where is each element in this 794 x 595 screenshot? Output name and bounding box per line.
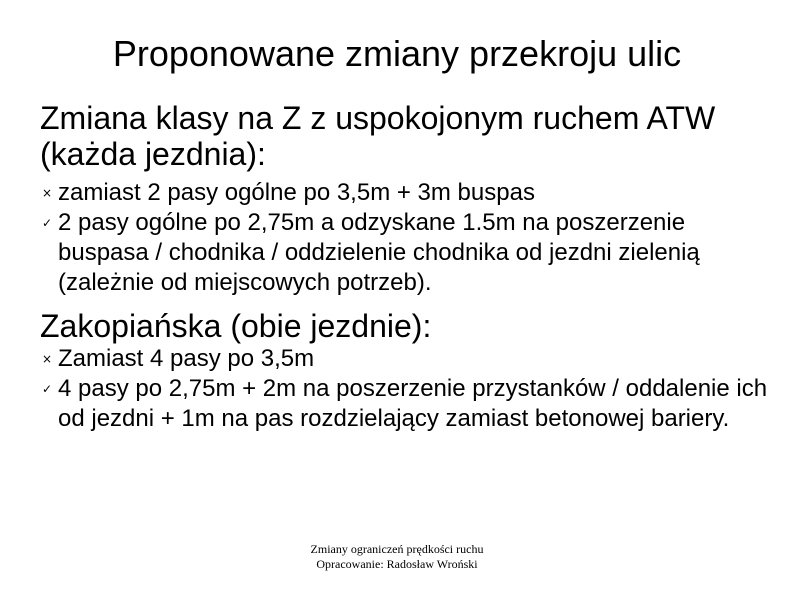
list-item (40, 178, 780, 208)
footer (0, 542, 794, 572)
list-item-text: zamiast 2 pasy ogólne po 3,5m + 3m buspas (58, 179, 535, 206)
list-item-text: Zamiast 4 pasy po 3,5m (58, 345, 315, 372)
section-heading-class-change: Zmiana klasy na Z z uspokojonym ruchem ATW (każda jezdnia): (40, 100, 716, 172)
footer-subject: Zmiany ograniczeń prędkości ruchu (310, 542, 484, 556)
list-item (40, 208, 780, 298)
cross-icon: × (41, 186, 53, 200)
section-heading-zakopianska: Zakopiańska (obie jezdnie): (40, 308, 432, 344)
cross-icon: × (41, 352, 53, 366)
list-item (40, 374, 780, 434)
list-item-text: 4 pasy po 2,75m + 2m na poszerzenie przystanków / oddalenie ich od jezdni + 1m na pas rozdzielający zamiast betonowej bariery. (58, 375, 768, 432)
bullet-list-class-change (40, 178, 780, 298)
list-item (40, 344, 780, 374)
footer-author: Opracowanie: Radosław Wroński (316, 557, 478, 571)
list-item-text: 2 pasy ogólne po 2,75m a odzyskane 1.5m na poszerzenie buspasa / chodnika / oddzielenie chodnika od jezdni zielenią (zależnie od miejscowych potrzeb). (58, 209, 700, 296)
check-icon: ✓ (41, 216, 53, 230)
bullet-list-zakopianska (40, 344, 780, 434)
check-icon: ✓ (41, 382, 53, 396)
slide-title: Proponowane zmiany przekroju ulic (112, 33, 682, 74)
